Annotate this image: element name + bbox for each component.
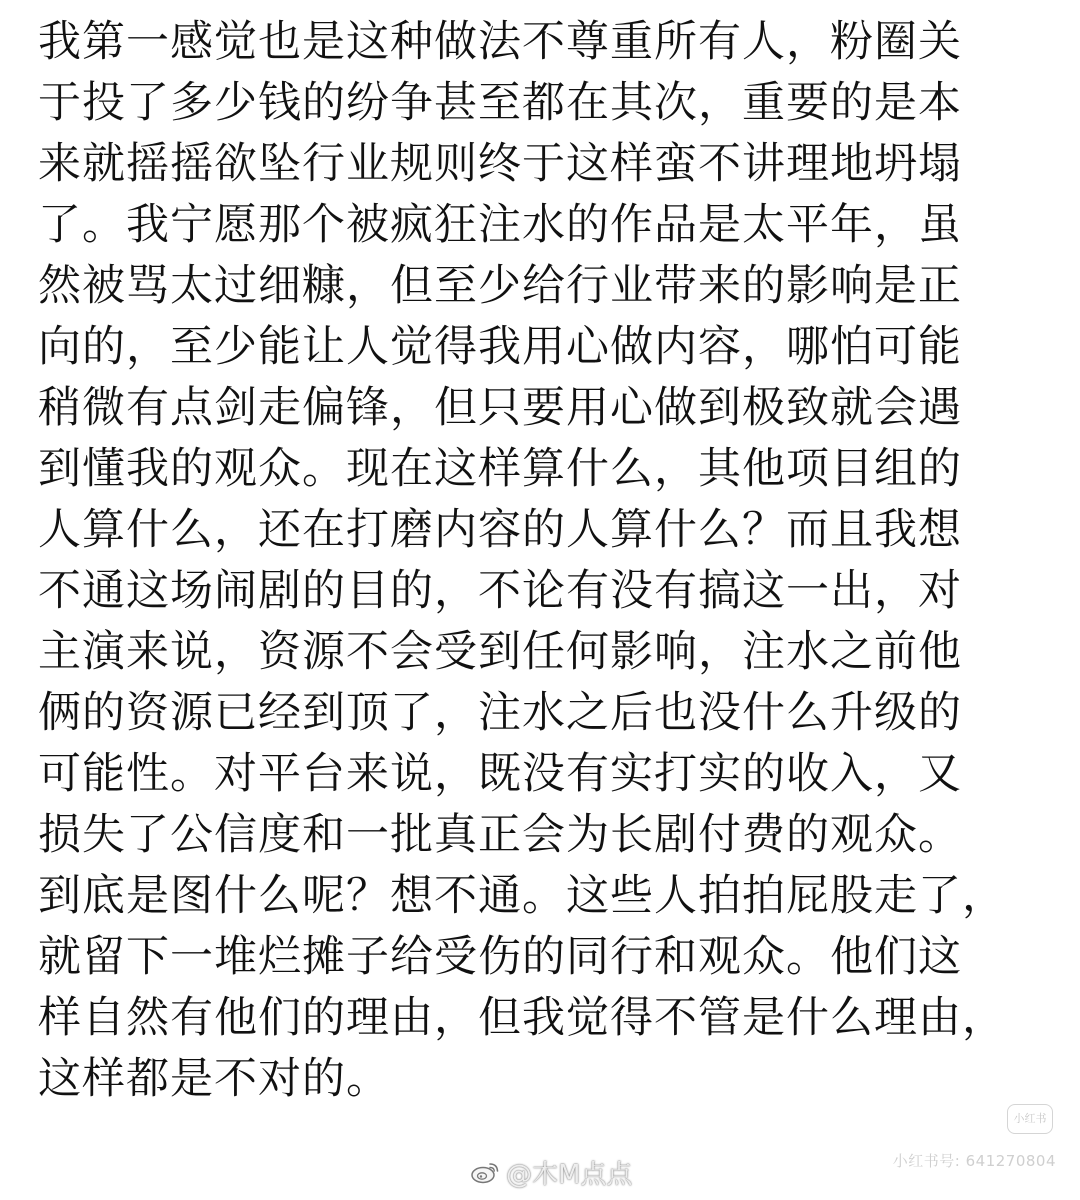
post-line: 可能性。对平台来说，既没有实打实的收入，又 xyxy=(38,749,962,799)
xiaohongshu-watermark-badge: 小红书 xyxy=(1007,1104,1053,1134)
post-line: 主演来说，资源不会受到任何影响，注水之前他 xyxy=(38,627,962,677)
weibo-icon xyxy=(470,1160,500,1184)
post-line: 样自然有他们的理由，但我觉得不管是什么理由， xyxy=(38,993,1006,1043)
post-line: 到底是图什么呢？想不通。这些人拍拍屁股走了， xyxy=(38,871,1006,921)
post-line: 就留下一堆烂摊子给受伤的同行和观众。他们这 xyxy=(38,932,962,982)
post-line: 人算什么，还在打磨内容的人算什么？而且我想 xyxy=(38,505,962,555)
post-line: 了。我宁愿那个被疯狂注水的作品是太平年，虽 xyxy=(38,200,962,250)
weibo-handle: @木M点点 xyxy=(506,1159,633,1190)
post-line: 稍微有点剑走偏锋，但只要用心做到极致就会遇 xyxy=(38,383,962,433)
post-line: 损失了公信度和一批真正会为长剧付费的观众。 xyxy=(38,810,962,860)
post-line: 这样都是不对的。 xyxy=(38,1054,390,1104)
post-text-body xyxy=(38,12,1048,1110)
post-line: 不通这场闹剧的目的，不论有没有搞这一出，对 xyxy=(38,566,962,616)
post-line: 向的，至少能让人觉得我用心做内容，哪怕可能 xyxy=(38,322,962,372)
post-line: 俩的资源已经到顶了，注水之后也没什么升级的 xyxy=(38,688,962,738)
weibo-watermark xyxy=(470,1155,632,1189)
post-line: 然被骂太过细糠，但至少给行业带来的影响是正 xyxy=(38,261,962,311)
post-line: 到懂我的观众。现在这样算什么，其他项目组的 xyxy=(38,444,962,494)
post-line: 来就摇摇欲坠行业规则终于这样蛮不讲理地坍塌 xyxy=(38,139,962,189)
xiaohongshu-id-watermark: 小红书号: 641270804 xyxy=(892,1152,1056,1170)
post-line: 于投了多少钱的纷争甚至都在其次，重要的是本 xyxy=(38,78,962,128)
post-line: 我第一感觉也是这种做法不尊重所有人，粉圈关 xyxy=(38,17,962,67)
